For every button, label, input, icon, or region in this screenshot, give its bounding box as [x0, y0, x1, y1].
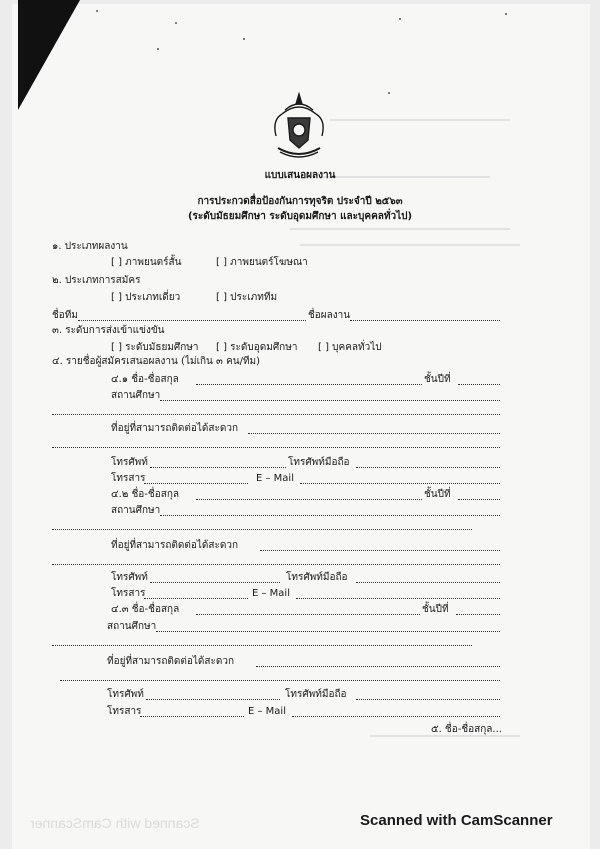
bleed-through-line: [300, 244, 520, 246]
person3-address-field[interactable]: [256, 666, 500, 667]
person2-school-field-2[interactable]: [52, 529, 472, 530]
person1-name-label: ๔.๑ ชื่อ-ชื่อสกุล: [111, 374, 179, 385]
person3-school-field[interactable]: [156, 631, 500, 632]
institution-emblem: [268, 90, 330, 160]
person3-fax-label: โทรสาร: [107, 706, 142, 717]
person1-address-field[interactable]: [248, 433, 500, 434]
person3-address-field-2[interactable]: [60, 680, 500, 681]
person2-mobile-field[interactable]: [356, 582, 500, 583]
form-levels: (ระดับมัธยมศึกษา ระดับอุดมศึกษา และบุคคลทั่วไป): [187, 211, 413, 222]
person1-school-field-2[interactable]: [52, 414, 500, 415]
person1-email-field[interactable]: [300, 483, 500, 484]
person2-grade-field[interactable]: [458, 499, 500, 500]
scan-speck: [388, 92, 390, 94]
form-title: แบบเสนอผลงาน: [264, 170, 336, 181]
person3-name-field[interactable]: [196, 614, 420, 615]
person2-grade-label: ชั้นปีที่: [424, 489, 451, 500]
person1-address-label: ที่อยู่ที่สามารถติดต่อได้สะดวก: [111, 423, 239, 434]
person2-mobile-label: โทรศัพท์มือถือ: [286, 572, 348, 583]
section2-label: ๒. ประเภทการสมัคร: [52, 275, 141, 286]
bleed-through-line: [330, 119, 510, 121]
person1-address-field-2[interactable]: [52, 447, 500, 448]
checkbox-team[interactable]: [ ] ประเภททีม: [216, 292, 278, 303]
person1-mobile-label: โทรศัพท์มือถือ: [288, 457, 350, 468]
person2-phone-field[interactable]: [150, 582, 280, 583]
person1-phone-label: โทรศัพท์: [111, 457, 148, 468]
person2-email-field[interactable]: [296, 598, 500, 599]
checkbox-university[interactable]: [ ] ระดับอุดมศึกษา: [216, 342, 298, 353]
checkbox-general-public[interactable]: [ ] บุคคลทั่วไป: [318, 342, 382, 353]
scan-corner-shadow: [18, 0, 80, 110]
person1-grade-label: ชั้นปีที่: [424, 374, 451, 385]
person3-email-field[interactable]: [292, 716, 500, 717]
next-section-marker: ๕. ชื่อ-ชื่อสกุล...: [431, 724, 502, 735]
person1-school-label: สถานศึกษา: [111, 390, 161, 401]
bleed-through-line: [290, 228, 510, 230]
person2-address-field-2[interactable]: [52, 564, 500, 565]
team-name-label: ชื่อทีม: [52, 310, 78, 321]
person1-grade-field[interactable]: [458, 384, 500, 385]
person3-school-field-2[interactable]: [52, 645, 472, 646]
scan-speck: [175, 22, 177, 24]
person3-grade-label: ชั้นปีที่: [422, 604, 449, 615]
checkbox-advertisement[interactable]: [ ] ภาพยนตร์โฆษณา: [216, 257, 308, 268]
section4-label: ๔. รายชื่อผู้สมัครเสนอผลงาน (ไม่เกิน ๓ คน/ทีม): [52, 356, 261, 367]
person1-fax-field[interactable]: [144, 483, 248, 484]
checkbox-short-film[interactable]: [ ] ภาพยนตร์สั้น: [111, 257, 182, 268]
person1-school-field[interactable]: [160, 400, 500, 401]
person3-phone-label: โทรศัพท์: [107, 689, 144, 700]
person1-email-label: E – Mail: [256, 473, 294, 484]
person3-phone-field[interactable]: [146, 699, 280, 700]
checkbox-secondary[interactable]: [ ] ระดับมัธยมศึกษา: [111, 342, 199, 353]
person3-school-label: สถานศึกษา: [107, 621, 157, 632]
person3-email-label: E – Mail: [248, 706, 286, 717]
person2-address-field[interactable]: [260, 550, 500, 551]
scan-speck: [243, 38, 245, 40]
person2-name-field[interactable]: [196, 499, 422, 500]
person3-mobile-field[interactable]: [356, 699, 500, 700]
bleed-through-text: Scanned with CamScanner: [30, 815, 200, 831]
section1-label: ๑. ประเภทผลงาน: [52, 241, 128, 252]
scan-speck: [399, 18, 401, 20]
work-name-field[interactable]: [350, 320, 500, 321]
person1-phone-field[interactable]: [150, 467, 286, 468]
person2-fax-field[interactable]: [144, 598, 248, 599]
person2-name-label: ๔.๒ ชื่อ-ชื่อสกุล: [111, 489, 179, 500]
team-name-field[interactable]: [78, 320, 306, 321]
person1-fax-label: โทรสาร: [111, 473, 146, 484]
person3-fax-field[interactable]: [140, 716, 244, 717]
scan-speck: [157, 48, 159, 50]
person3-address-label: ที่อยู่ที่สามารถติดต่อได้สะดวก: [107, 656, 235, 667]
person1-mobile-field[interactable]: [356, 467, 500, 468]
person2-email-label: E – Mail: [252, 588, 290, 599]
work-name-label: ชื่อผลงาน: [308, 310, 351, 321]
person3-name-label: ๔.๓ ชื่อ-ชื่อสกุล: [111, 604, 180, 615]
scan-speck: [96, 10, 98, 12]
person2-phone-label: โทรศัพท์: [111, 572, 148, 583]
person2-school-label: สถานศึกษา: [111, 505, 161, 516]
person3-mobile-label: โทรศัพท์มือถือ: [285, 689, 347, 700]
checkbox-individual[interactable]: [ ] ประเภทเดี่ยว: [111, 292, 181, 303]
section3-label: ๓. ระดับการส่งเข้าแข่งขัน: [52, 325, 165, 336]
person3-grade-field[interactable]: [456, 614, 500, 615]
person2-address-label: ที่อยู่ที่สามารถติดต่อได้สะดวก: [111, 540, 239, 551]
camscanner-watermark: Scanned with CamScanner: [360, 812, 553, 829]
person2-fax-label: โทรสาร: [111, 588, 146, 599]
person2-school-field[interactable]: [160, 515, 500, 516]
form-subtitle: การประกวดสื่อป้องกันการทุจริต ประจำปี ๒๕๖๓: [197, 196, 403, 207]
scan-speck: [505, 13, 507, 15]
person1-name-field[interactable]: [196, 384, 422, 385]
